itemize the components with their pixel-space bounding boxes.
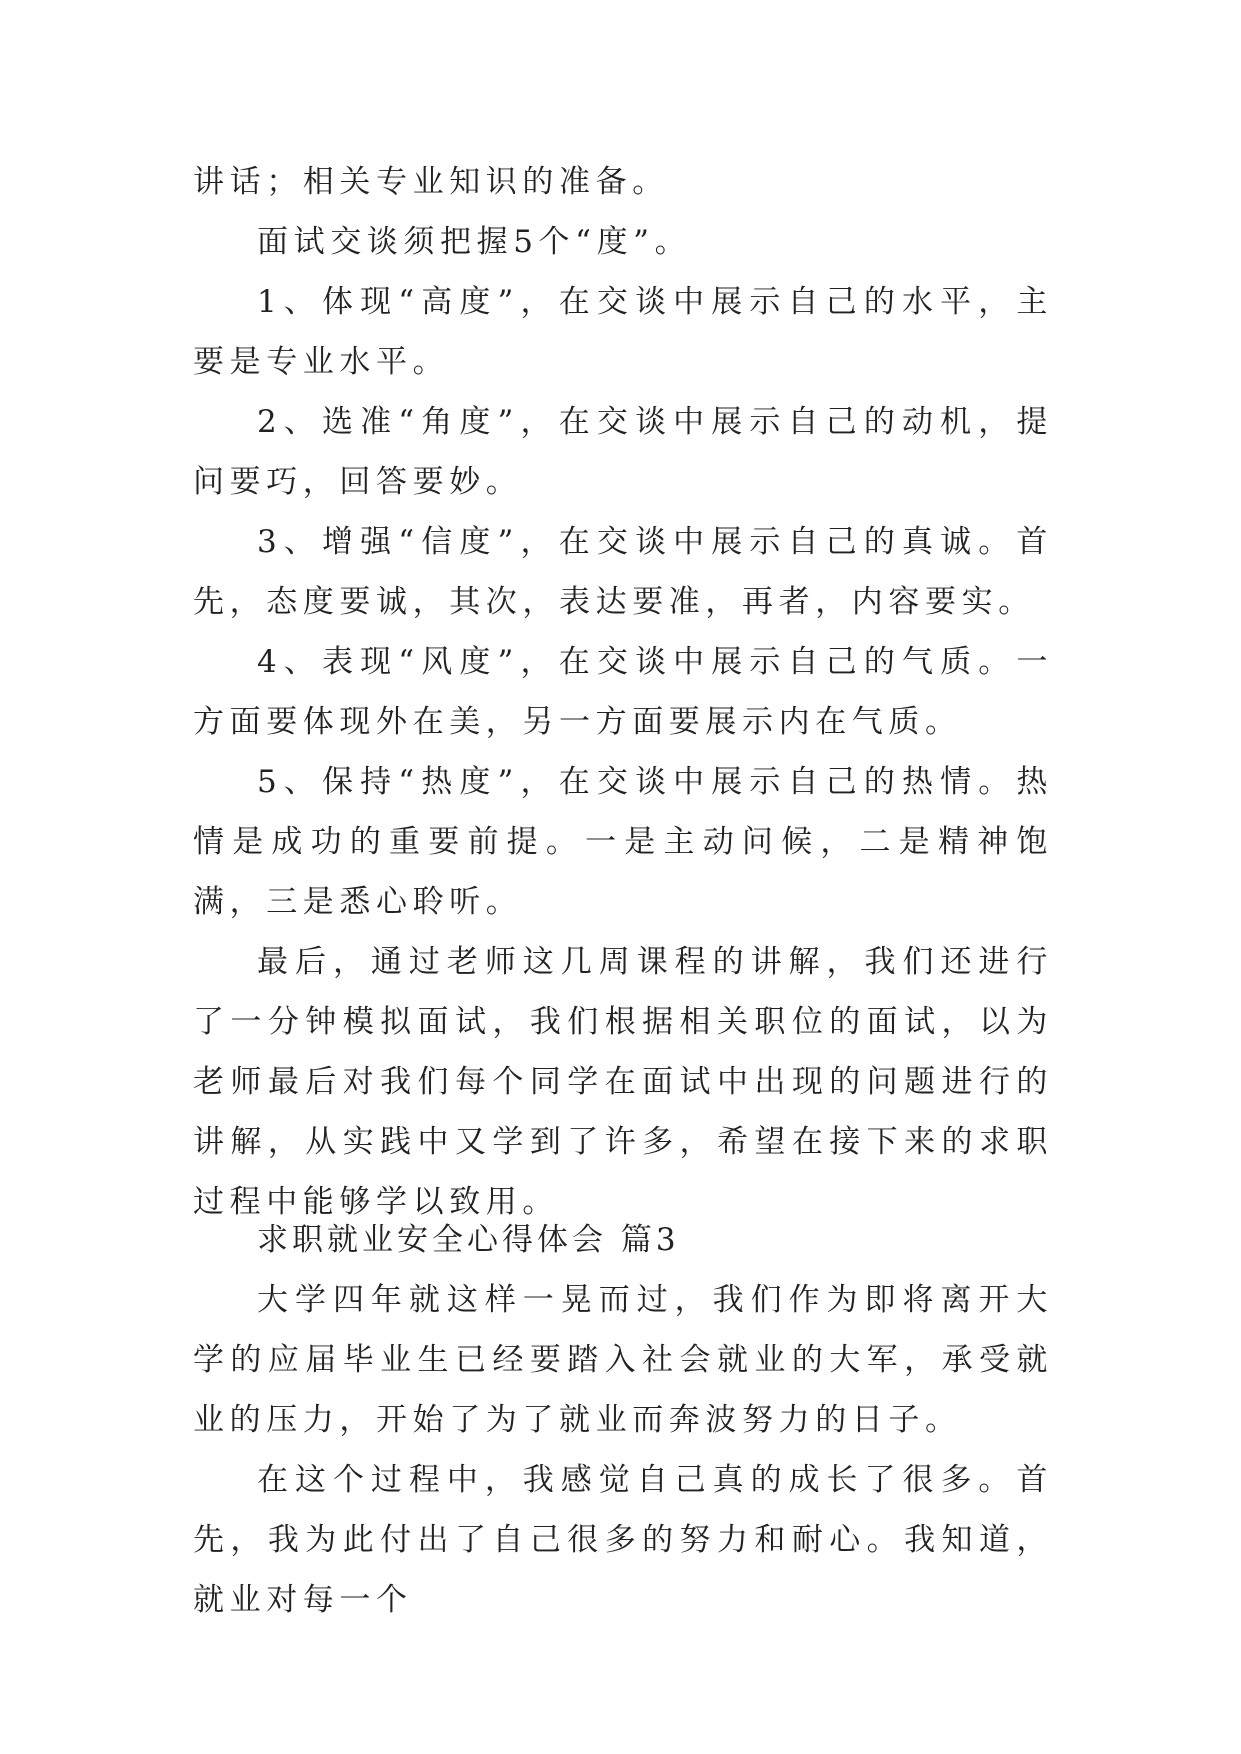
paragraph: 最后，通过老师这几周课程的讲解，我们还进行了一分钟模拟面试，我们根据相关职位的面试，以为老师最后对我们每个同学在面试中出现的问题进行的讲解，从实践中又学到了许多，希望在接下来的求职过程中能够学以致用。 [193,944,1053,1220]
body-text-section-1 [193,152,1053,1232]
section-heading: 求职就业安全心得体会 篇3 [257,1222,680,1258]
paragraph: 4、表现“风度”，在交谈中展示自己的气质。一方面要体现外在美，另一方面要展示内在气质。 [193,644,1053,740]
paragraph: 3、增强“信度”，在交谈中展示自己的真诚。首先，态度要诚，其次，表达要准，再者，内容要实。 [193,524,1053,620]
paragraph: 面试交谈须把握5个“度”。 [257,224,692,260]
paragraph: 大学四年就这样一晃而过，我们作为即将离开大学的应届毕业生已经要踏入社会就业的大军，承受就业的压力，开始了为了就业而奔波努力的日子。 [193,1282,1053,1438]
paragraph: 2、选准“角度”，在交谈中展示自己的动机，提问要巧，回答要妙。 [193,404,1053,500]
paragraph: 在这个过程中，我感觉自己真的成长了很多。首先，我为此付出了自己很多的努力和耐心。我知道，就业对每一个 [193,1462,1053,1618]
paragraph: 讲话；相关专业知识的准备。 [193,164,669,200]
paragraph: 5、保持“热度”，在交谈中展示自己的热情。热情是成功的重要前提。一是主动问候，二是精神饱满，三是悉心聆听。 [193,764,1053,920]
paragraph: 1、体现“高度”，在交谈中展示自己的水平，主要是专业水平。 [193,284,1053,380]
body-text-section-2 [193,1270,1053,1630]
